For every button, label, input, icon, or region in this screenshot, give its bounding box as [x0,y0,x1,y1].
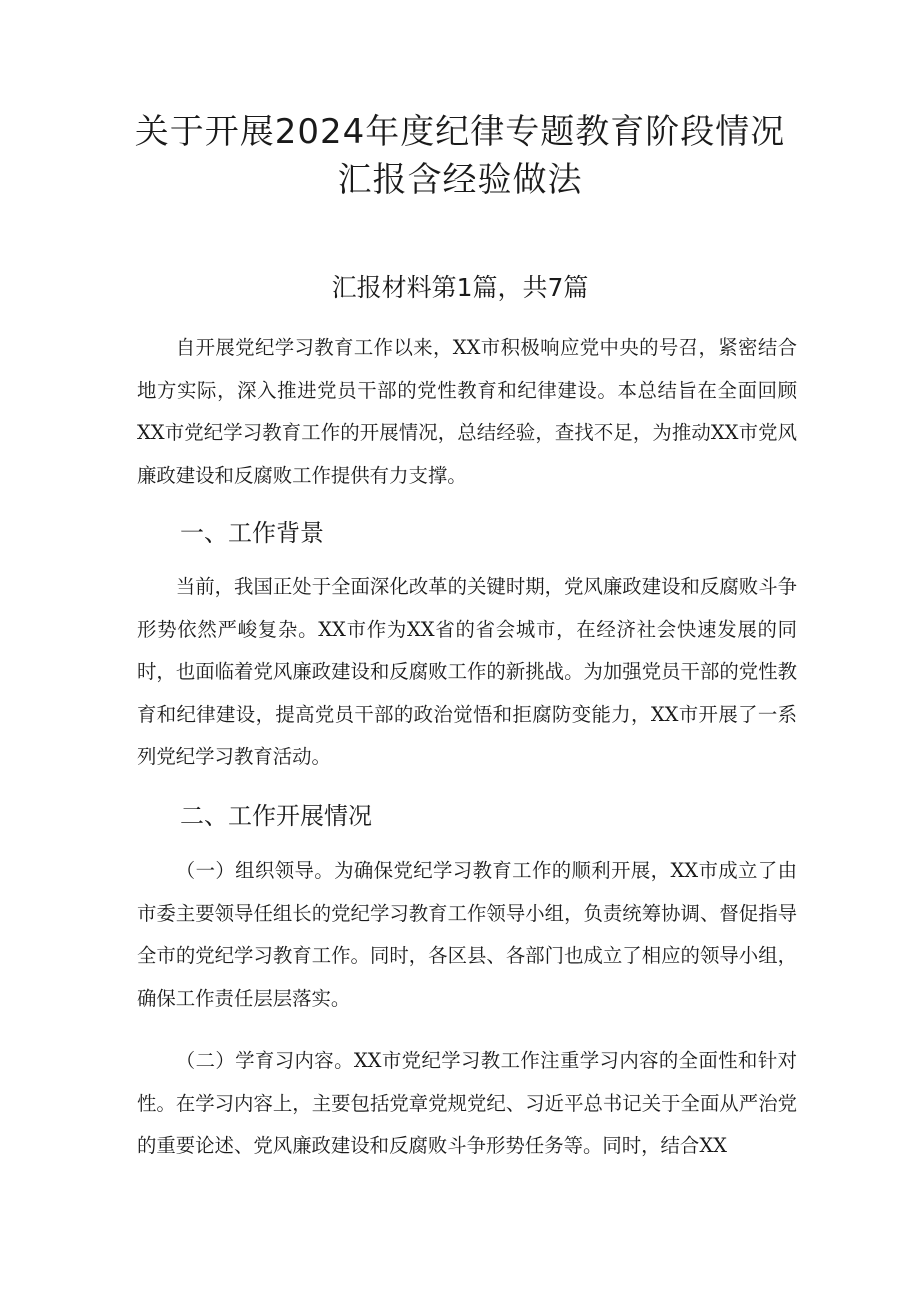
section-1-heading: 一、工作背景 [180,519,324,547]
section-2-item-2-paragraph: （二）学育习内容。XX市党纪学习教工作注重学习内容的全面性和针对性。在学习内容上，主要包括党章党规党纪、习近平总书记关于全面从严治党的重要论述、党风廉政建设和反腐败斗争形势任务等。同时，结合XX [137,1049,797,1157]
document-title-line-2: 汇报含经验做法 [337,160,583,200]
section-2-heading: 二、工作开展情况 [180,802,372,830]
document-subtitle: 汇报材料第1篇，共7篇 [331,273,589,302]
section-2-item-1-paragraph: （一）组织领导。为确保党纪学习教育工作的顺利开展，XX市成立了由市委主要领导任组长的党纪学习教育工作领导小组，负责统筹协调、督促指导全市的党纪学习教育工作。同时，各区县、各部门也成立了相应的领导小组，确保工作责任层层落实。 [137,859,797,1010]
section-1-paragraph: 当前，我国正处于全面深化改革的关键时期，党风廉政建设和反腐败斗争形势依然严峻复杂。XX市作为XX省的省会城市，在经济社会快速发展的同时，也面临着党风廉政建设和反腐败工作的新挑战。为加强党员干部的党性教育和纪律建设，提高党员干部的政治觉悟和拒腐防变能力，XX市开展了一系列党纪学习教育活动。 [137,575,797,768]
intro-paragraph: 自开展党纪学习教育工作以来，XX市积极响应党中央的号召，紧密结合地方实际，深入推进党员干部的党性教育和纪律建设。本总结旨在全面回顾XX市党纪学习教育工作的开展情况，总结经验，查找不足，为推动XX市党风廉政建设和反腐败工作提供有力支撑。 [137,336,797,487]
document-title-line-1: 关于开展2024年度纪律专题教育阶段情况 [134,112,786,152]
